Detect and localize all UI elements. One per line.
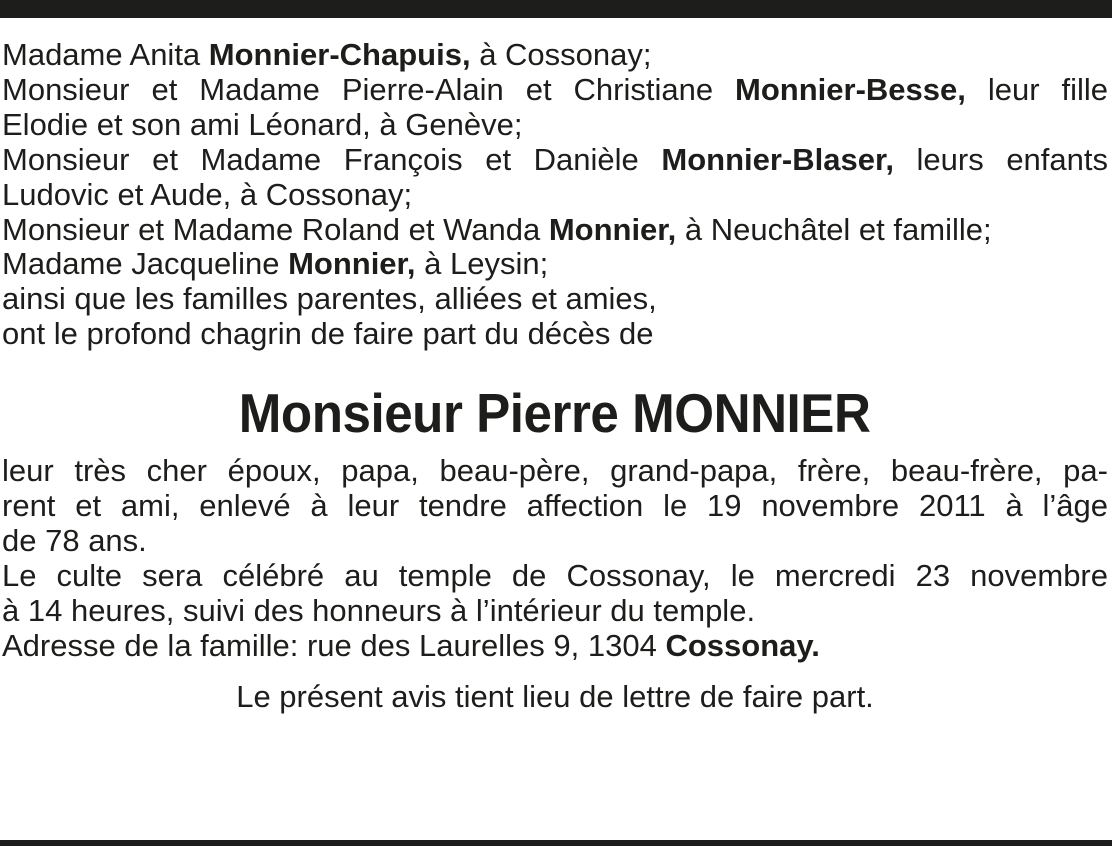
line-text: Elodie et son ami Léonard, à Genève; [2, 106, 523, 142]
family-name: Monnier, [548, 211, 677, 247]
line-text: Madame Jacqueline [2, 246, 289, 282]
line-text: ainsi que les familles parentes, alliées et amies, [2, 281, 657, 317]
line-text: à Cossonay; [470, 37, 652, 72]
family-line [2, 143, 1108, 178]
obituary-notice [2, 38, 1108, 715]
line-text: à Leysin; [415, 246, 549, 282]
family-line [2, 178, 1108, 213]
deceased-name-wrap [2, 372, 1108, 454]
body-line [2, 629, 1108, 664]
family-line [2, 213, 1108, 248]
line-text: leurs enfants [893, 141, 1109, 177]
line-text: Le culte sera célébré au temple de Cossonay, le mercredi 23 novembre [2, 557, 1108, 593]
line-text: leur très cher époux, papa, beau-père, grand-papa, frère, beau-frère, pa- [2, 453, 1108, 489]
family-line [2, 282, 1108, 317]
line-text: à 14 heures, suivi des honneurs à l’intérieur du temple. [2, 592, 756, 628]
body-line [2, 454, 1108, 489]
body-line [2, 489, 1108, 524]
closing-note: Le présent avis tient lieu de lettre de faire part. [236, 678, 874, 714]
line-text: à Neuchâtel et famille; [676, 211, 992, 247]
family-name: Cossonay. [665, 627, 820, 663]
family-line [2, 38, 1108, 73]
line-text: Adresse de la famille: rue des Laurelles 9, 1304 [2, 627, 666, 663]
deceased-name: Monsieur Pierre MONNIER [239, 382, 871, 445]
line-text: Monsieur et Madame François et Danièle [2, 141, 662, 177]
line-text: de 78 ans. [2, 522, 147, 558]
family-line [2, 108, 1108, 143]
family-line [2, 73, 1108, 108]
family-line [2, 317, 1108, 352]
family-line [2, 247, 1108, 282]
bottom-rule [0, 840, 1112, 846]
line-text: ont le profond chagrin de faire part du décès de [2, 316, 654, 352]
line-text: Madame Anita [2, 37, 209, 72]
family-name: Monnier-Chapuis, [208, 37, 471, 72]
body-line [2, 524, 1108, 559]
line-text: leur fille [965, 71, 1109, 107]
family-name: Monnier-Blaser, [661, 141, 894, 177]
family-list [2, 38, 1108, 352]
line-text: Ludovic et Aude, à Cossonay; [2, 176, 413, 212]
line-text: Monsieur et Madame Pierre-Alain et Christiane [2, 71, 736, 107]
family-name: Monnier, [288, 246, 416, 282]
notice-body [2, 454, 1108, 663]
body-line [2, 594, 1108, 629]
line-text: rent et ami, enlevé à leur tendre affection le 19 novembre 2011 à l’âge [2, 488, 1108, 524]
family-name: Monnier-Besse, [735, 71, 966, 107]
line-text: Monsieur et Madame Roland et Wanda [2, 211, 549, 247]
top-rule [0, 0, 1112, 18]
body-line [2, 559, 1108, 594]
